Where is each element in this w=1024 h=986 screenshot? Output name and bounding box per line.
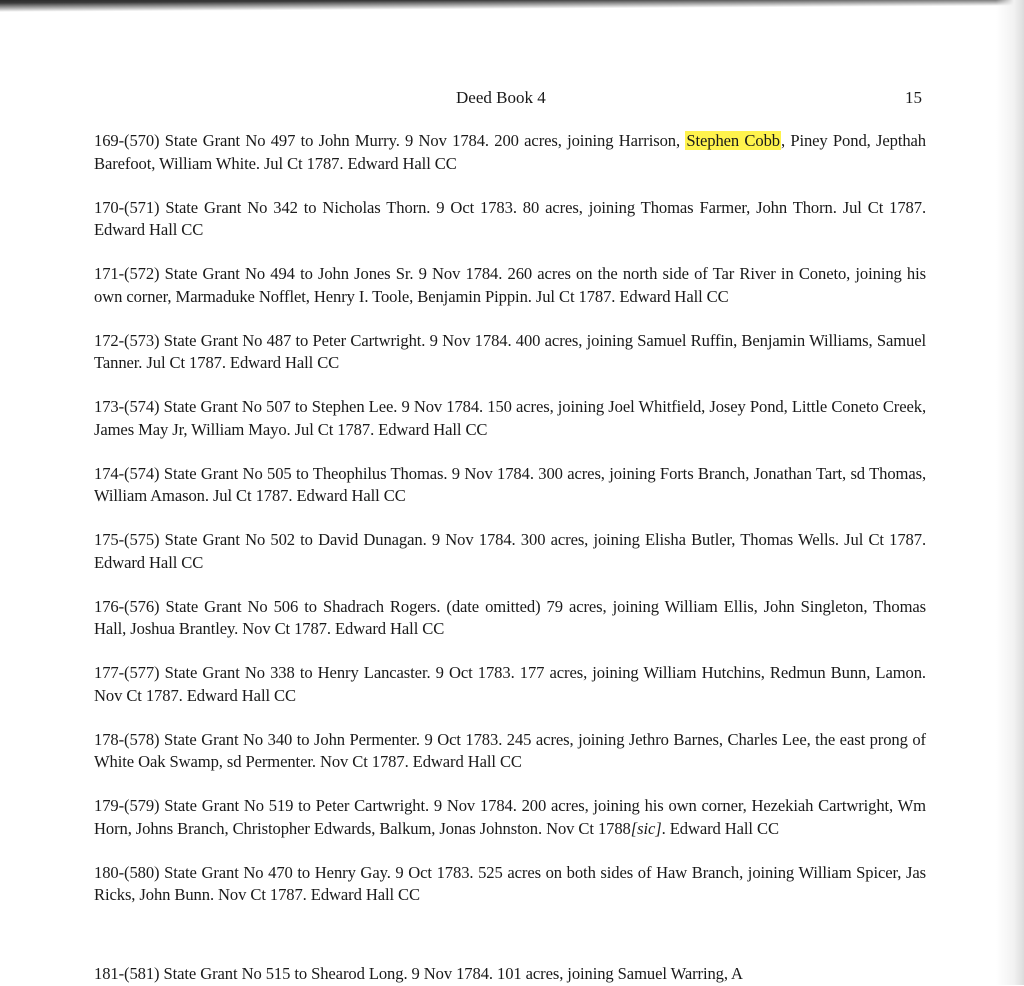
highlighted-name: Stephen Cobb	[686, 131, 780, 150]
cut-entry-text: 181-(581) State Grant No 515 to Shearod Long. 9 Nov 1784. 101 acres, joining Samuel Warring, A	[94, 964, 743, 983]
entry-text: 169-(570) State Grant No 497 to John Murry. 9 Nov 1784. 200 acres, joining Harrison,	[94, 131, 686, 150]
deed-entry-179	[94, 795, 926, 840]
deed-entries	[94, 130, 926, 983]
deed-entry-177: 177-(577) State Grant No 338 to Henry Lancaster. 9 Oct 1783. 177 acres, joining William Hutchins, Redmun Bunn, Lamon. Nov Ct 1787. Edward Hall CC	[94, 663, 926, 705]
page-header	[96, 88, 922, 112]
scan-shadow-top	[0, 0, 1024, 12]
book-title: Deed Book 4	[456, 88, 546, 107]
deed-entry-176: 176-(576) State Grant No 506 to Shadrach Rogers. (date omitted) 79 acres, joining William Ellis, John Singleton, Thomas Hall, Joshua Brantley. Nov Ct 1787. Edward Hall CC	[94, 596, 926, 638]
deed-entry-169	[94, 130, 926, 175]
deed-entry-170: 170-(571) State Grant No 342 to Nicholas Thorn. 9 Oct 1783. 80 acres, joining Thomas Farmer, John Thorn. Jul Ct 1787. Edward Hall CC	[94, 197, 926, 239]
entry-text: . Edward Hall CC	[661, 818, 779, 838]
deed-entry-181-cut	[94, 964, 926, 985]
deed-entry-178: 178-(578) State Grant No 340 to John Permenter. 9 Oct 1783. 245 acres, joining Jethro Barnes, Charles Lee, the east prong of White Oak Swamp, sd Permenter. Nov Ct 1787. Edward Hall CC	[94, 729, 926, 771]
deed-entry-171: 171-(572) State Grant No 494 to John Jones Sr. 9 Nov 1784. 260 acres on the north side of Tar River in Coneto, joining his own corner, Marmaduke Nofflet, Henry I. Toole, Benjamin Pippin. Jul Ct 1787. Edward Hall CC	[94, 264, 926, 306]
page-number: 15	[905, 88, 922, 107]
deed-entry-172: 172-(573) State Grant No 487 to Peter Cartwright. 9 Nov 1784. 400 acres, joining Samuel Ruffin, Benjamin Williams, Samuel Tanner. Jul Ct 1787. Edward Hall CC	[94, 330, 926, 372]
entry-text: , Piney Pond, Jepthah Barefoot, William White. Jul Ct 1787. Edward Hall CC	[94, 131, 926, 173]
entry-text: 179-(579) State Grant No 519 to Peter Cartwright. 9 Nov 1784. 200 acres, joining his own corner, Hezekiah Cartwright, Wm Horn, Johns Branch, Christopher Edwards, Balkum, Jonas Johnston. Nov Ct 1788	[94, 796, 926, 838]
sic-note: [sic]	[630, 818, 662, 838]
deed-entry-180: 180-(580) State Grant No 470 to Henry Gay. 9 Oct 1783. 525 acres on both sides of Haw Branch, joining William Spicer, Jas Ricks, John Bunn. Nov Ct 1787. Edward Hall CC	[94, 862, 926, 904]
deed-entry-173: 173-(574) State Grant No 507 to Stephen Lee. 9 Nov 1784. 150 acres, joining Joel Whitfield, Josey Pond, Little Coneto Creek, James May Jr, William Mayo. Jul Ct 1787. Edward Hall CC	[94, 397, 926, 439]
scan-shadow-right	[996, 0, 1024, 985]
deed-entry-175: 175-(575) State Grant No 502 to David Dunagan. 9 Nov 1784. 300 acres, joining Elisha Butler, Thomas Wells. Jul Ct 1787. Edward Hall CC	[94, 530, 926, 572]
deed-entry-174: 174-(574) State Grant No 505 to Theophilus Thomas. 9 Nov 1784. 300 acres, joining Forts Branch, Jonathan Tart, sd Thomas, William Amason. Jul Ct 1787. Edward Hall CC	[94, 463, 926, 505]
